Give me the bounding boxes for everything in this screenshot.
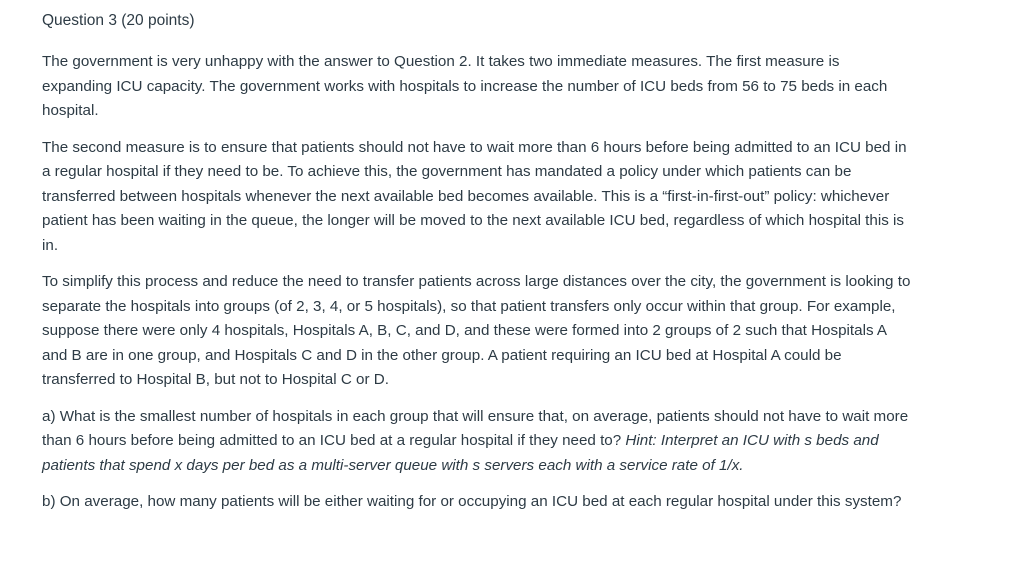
question-title: Question 3 (20 points) [42, 12, 195, 29]
part-a-hint: Hint: Interpret an ICU with s beds and patients that spend x days per bed as a multi-server queue with s servers each with a service rate of 1/x. [42, 432, 879, 474]
question-body [42, 50, 912, 515]
part-a-text: a) What is the smallest number of hospitals in each group that will ensure that, on average, patients should not have to wait more than 6 hours before being admitted to an ICU bed at a regular hospital if they need to? [42, 407, 909, 449]
part-b: b) On average, how many patients will be either waiting for or occupying an ICU bed at each regular hospital under this system? [42, 493, 902, 510]
part-a [42, 405, 912, 479]
paragraph-intro: The government is very unhappy with the answer to Question 2. It takes two immediate measures. The first measure is expanding ICU capacity. The government works with hospitals to increase the number of ICU beds from 56 to 75 beds in each hospital. [42, 53, 888, 119]
paragraph-grouping: To simplify this process and reduce the need to transfer patients across large distances over the city, the government is looking to separate the hospitals into groups (of 2, 3, 4, or 5 hospitals), so that patient transfers only occur within that group. For example, suppose there were only 4 hospitals, Hospitals A, B, C, and D, and these were formed into 2 groups of 2 such that Hospitals A and B are in one group, and Hospitals C and D in the other group. A patient requiring an ICU bed at Hospital A could be transferred to Hospital B, but not to Hospital C or D. [42, 273, 911, 388]
paragraph-second-measure: The second measure is to ensure that patients should not have to wait more than 6 hours before being admitted to an ICU bed in a regular hospital if they need to be. To achieve this, the government has mandated a policy under which patients can be transferred between hospitals whenever the next available bed becomes available. This is a “first-in-first-out” policy: whichever patient has been waiting in the queue, the longer will be moved to the next available ICU bed, regardless of which hospital this is in. [42, 138, 907, 254]
